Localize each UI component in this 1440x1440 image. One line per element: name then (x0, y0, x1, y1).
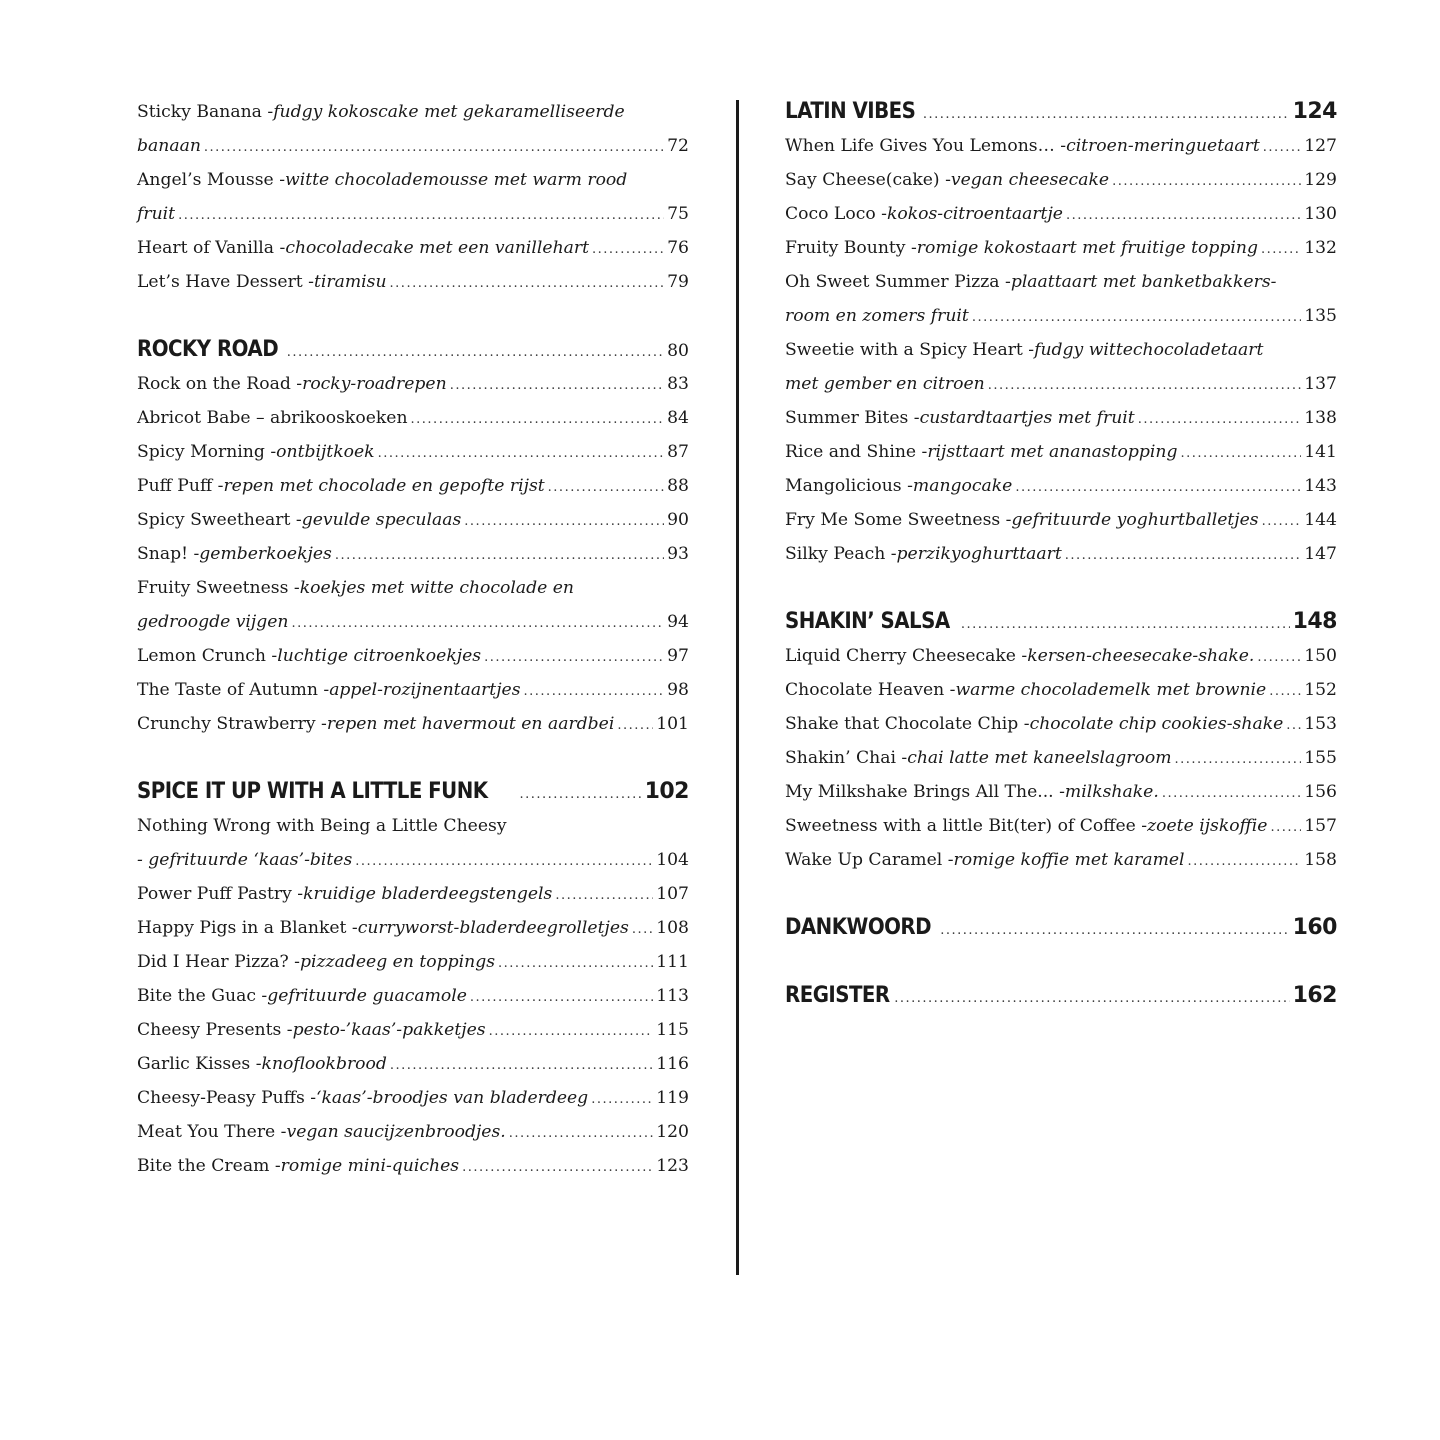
entry-desc: romige koffie met karamel (953, 850, 1185, 870)
entry-title: Happy Pigs in a Blanket - (137, 918, 358, 938)
leader-dots (292, 607, 665, 641)
entry-desc: koekjes met witte chocolade en (299, 578, 574, 598)
leader-dots (464, 505, 664, 539)
leader-dots (923, 98, 1290, 132)
toc-entry[interactable] (785, 537, 1337, 571)
entry-title: Heart of Vanilla - (137, 238, 286, 258)
rocky-road-entries (137, 367, 689, 741)
entry-title: Angel’s Mousse - (137, 170, 285, 190)
leader-dots (1180, 437, 1301, 471)
entry-desc: romige kokostaart met fruitige topping (916, 238, 1258, 258)
entry-title: Garlic Kisses - (137, 1054, 262, 1074)
page-number: 162 (1292, 983, 1337, 1008)
toc-entry[interactable] (137, 537, 689, 571)
toc-entry-cont[interactable] (137, 129, 689, 163)
page-number: 138 (1304, 408, 1337, 428)
entry-title: Chocolate Heaven - (785, 680, 956, 700)
column-divider (736, 100, 739, 1275)
entry-desc: custardtaartjes met fruit (919, 408, 1135, 428)
leader-dots (470, 981, 653, 1015)
leader-dots (450, 369, 664, 403)
leader-dots (378, 437, 665, 471)
entry-title: Let’s Have Dessert - (137, 272, 314, 292)
entry-title: Silky Peach - (785, 544, 897, 564)
entry-title: The Taste of Autumn - (137, 680, 330, 700)
entry-title: Snap! - (137, 544, 200, 564)
leader-dots (1188, 845, 1302, 879)
toc-entry[interactable] (785, 231, 1337, 265)
leader-dots (1162, 777, 1301, 811)
entry-title: Rock on the Road - (137, 374, 303, 394)
toc-right-column (785, 95, 1337, 1013)
page-number: 88 (667, 476, 689, 496)
page-number: 87 (667, 442, 689, 462)
page-number: 156 (1304, 782, 1337, 802)
entry-desc: rocky-roadrepen (302, 374, 447, 394)
leader-dots (940, 914, 1289, 948)
shakin-salsa-entries (785, 639, 1337, 877)
page-number: 152 (1304, 680, 1337, 700)
toc-entry[interactable] (785, 265, 1337, 299)
entry-title: Nothing Wrong with Being a Little Cheesy (137, 816, 507, 836)
toc-entry[interactable] (137, 911, 689, 945)
page-number: 148 (1292, 609, 1337, 634)
section-title: LATIN VIBES (785, 99, 916, 124)
page-number: 101 (656, 714, 689, 734)
toc-entry[interactable] (137, 1149, 689, 1183)
toc-entry[interactable] (785, 401, 1337, 435)
leader-dots (178, 199, 664, 233)
entry-desc: citroen-meringuetaart (1066, 136, 1260, 156)
entry-desc: romige mini-quiches (280, 1156, 460, 1176)
toc-entry[interactable] (137, 265, 689, 299)
leader-dots (591, 1083, 653, 1117)
leader-dots (1112, 165, 1301, 199)
entry-title: Sweetness with a little Bit(ter) of Coffee - (785, 816, 1148, 836)
entry-title: Meat You There - (137, 1122, 287, 1142)
page-number: 155 (1304, 748, 1337, 768)
entry-desc: chai latte met kaneelslagroom (907, 748, 1172, 768)
section-title: ROCKY ROAD (137, 337, 279, 362)
entry-desc: rijsttaart met ananastopping (927, 442, 1178, 462)
leader-dots (1261, 233, 1301, 267)
leader-dots (411, 403, 665, 437)
page-number: 119 (656, 1088, 689, 1108)
page-number: 84 (667, 408, 689, 428)
leader-dots (1015, 471, 1301, 505)
leader-dots (1257, 641, 1301, 675)
entry-desc: tiramisu (313, 272, 387, 292)
leader-dots (894, 982, 1289, 1016)
page-number: 130 (1304, 204, 1337, 224)
toc-entry[interactable] (137, 673, 689, 707)
latin-vibes-entries (785, 129, 1337, 571)
toc-entry[interactable] (137, 1013, 689, 1047)
toc-entry[interactable] (785, 809, 1337, 843)
toc-entry[interactable] (785, 469, 1337, 503)
entry-title: Spicy Sweetheart - (137, 510, 302, 530)
entry-desc: luchtige citroenkoekjes (277, 646, 482, 666)
leader-dots (1270, 811, 1301, 845)
page-number: 83 (667, 374, 689, 394)
entry-desc: gevulde speculaas (301, 510, 462, 530)
toc-entry[interactable] (137, 503, 689, 537)
toc-entry[interactable] (785, 129, 1337, 163)
entry-desc: pizzadeeg en toppings (300, 952, 496, 972)
entry-title: Puff Puff - (137, 476, 224, 496)
toc-entry-cont[interactable] (137, 843, 689, 877)
entry-title: Shakin’ Chai - (785, 748, 908, 768)
page-number: 76 (667, 238, 689, 258)
toc-entry-cont[interactable] (785, 299, 1337, 333)
section-title: SHAKIN’ SALSA (785, 609, 950, 634)
toc-entry[interactable] (785, 673, 1337, 707)
section-title: REGISTER (785, 983, 890, 1008)
leader-dots (390, 1049, 653, 1083)
page-number: 97 (667, 646, 689, 666)
leader-dots (1263, 131, 1301, 165)
page-number: 104 (656, 850, 689, 870)
toc-entry[interactable] (137, 1047, 689, 1081)
entry-title: Wake Up Caramel - (785, 850, 954, 870)
entry-title: My Milkshake Brings All The... - (785, 782, 1065, 802)
entry-desc: repen met havermout en aardbei (326, 714, 615, 734)
leader-dots (1286, 709, 1301, 743)
entry-title: Summer Bites - (785, 408, 920, 428)
leader-dots (555, 879, 653, 913)
toc-entry[interactable] (785, 503, 1337, 537)
entry-desc: ‘kaas’-broodjes van bladerdeeg (316, 1088, 589, 1108)
entry-title: Bite the Guac - (137, 986, 268, 1006)
toc-entry[interactable] (137, 231, 689, 265)
entry-desc: gefrituurde yoghurtballetjes (1011, 510, 1259, 530)
entry-title: Sticky Banana - (137, 102, 274, 122)
entry-title: Liquid Cherry Cheesecake - (785, 646, 1028, 666)
leader-dots (498, 947, 653, 981)
page-number: 137 (1304, 374, 1337, 394)
toc-entry[interactable] (137, 95, 689, 129)
toc-entry[interactable] (785, 163, 1337, 197)
entry-desc: met gember en citroen (785, 374, 985, 394)
entry-desc: ontbijtkoek (276, 442, 375, 462)
entry-desc: curryworst-bladerdeegrolletjes (357, 918, 629, 938)
entry-desc: warme chocolademelk met brownie (955, 680, 1267, 700)
toc-entry[interactable] (137, 401, 689, 435)
toc-entry[interactable] (785, 435, 1337, 469)
leader-dots (484, 641, 664, 675)
page-number: 127 (1304, 136, 1337, 156)
entry-title: When Life Gives You Lemons… - (785, 136, 1067, 156)
section-heading-latin-vibes[interactable] (785, 95, 1337, 129)
toc-entry-cont[interactable] (137, 197, 689, 231)
page-number: 116 (656, 1054, 689, 1074)
entry-desc: appel-rozijnentaartjes (329, 680, 521, 700)
page-number: 157 (1304, 816, 1337, 836)
entry-desc: witte chocolademousse met warm rood (285, 170, 628, 190)
toc-entry[interactable] (137, 639, 689, 673)
entry-title: Fruity Sweetness - (137, 578, 300, 598)
entry-desc: vegan saucijzenbroodjes. (286, 1122, 506, 1142)
toc-entry-cont[interactable] (785, 367, 1337, 401)
leader-dots (632, 913, 653, 947)
leader-dots (1065, 539, 1301, 573)
entry-title: Power Puff Pastry - (137, 884, 304, 904)
entry-title: Bite the Cream - (137, 1156, 281, 1176)
page-number: 158 (1304, 850, 1337, 870)
toc-entry[interactable] (137, 163, 689, 197)
entry-desc: fudgy wittechocoladetaart (1034, 340, 1264, 360)
page-number: 120 (656, 1122, 689, 1142)
toc-entry[interactable] (137, 571, 689, 605)
page-number: 90 (667, 510, 689, 530)
entry-title: Spicy Morning - (137, 442, 277, 462)
page-number: 150 (1304, 646, 1337, 666)
entry-desc: vegan cheesecake (950, 170, 1110, 190)
page-number: 129 (1304, 170, 1337, 190)
entry-title: Oh Sweet Summer Pizza - (785, 272, 1011, 292)
entry-desc: chocolate chip cookies-shake (1029, 714, 1284, 734)
page-number: 135 (1304, 306, 1337, 326)
leader-dots (548, 471, 664, 505)
section-heading-register[interactable] (785, 979, 1337, 1013)
leader-dots (972, 301, 1301, 335)
entry-title: Coco Loco - (785, 204, 887, 224)
leader-dots (961, 608, 1290, 642)
entry-desc: perzikyoghurttaart (896, 544, 1062, 564)
page-number: 153 (1304, 714, 1337, 734)
toc-entry[interactable] (137, 1081, 689, 1115)
entry-desc: mangocake (912, 476, 1013, 496)
section-heading-rocky-road[interactable] (137, 333, 689, 367)
leader-dots (1138, 403, 1302, 437)
leader-dots (1269, 675, 1301, 709)
page-number: 113 (656, 986, 689, 1006)
section-title: SPICE IT UP WITH A LITTLE FUNK (137, 779, 488, 804)
toc-entry[interactable] (137, 979, 689, 1013)
entry-title: Lemon Crunch - (137, 646, 278, 666)
entry-desc: kruidige bladerdeegstengels (303, 884, 553, 904)
leader-dots (204, 131, 664, 165)
toc-entry[interactable] (785, 843, 1337, 877)
leader-dots (524, 675, 665, 709)
page-number: 108 (656, 918, 689, 938)
entry-title: Mangolicious - (785, 476, 913, 496)
toc-entry[interactable] (137, 809, 689, 843)
page-number: 107 (656, 884, 689, 904)
leader-dots (390, 267, 665, 301)
entry-desc: fruit (137, 204, 176, 224)
entry-title: Cheesy Presents - (137, 1020, 293, 1040)
page-number: 143 (1304, 476, 1337, 496)
leader-dots (287, 336, 664, 370)
page-number: 102 (644, 779, 689, 804)
toc-entry[interactable] (785, 197, 1337, 231)
page-number: 111 (656, 952, 689, 972)
page-number: 98 (667, 680, 689, 700)
page-number: 124 (1292, 99, 1337, 124)
leader-dots (988, 369, 1301, 403)
toc-entry[interactable] (785, 741, 1337, 775)
entry-title: Crunchy Strawberry - (137, 714, 327, 734)
entry-desc: chocoladecake met een vanillehart (285, 238, 590, 258)
entry-desc: gemberkoekjes (199, 544, 332, 564)
toc-entry[interactable] (137, 1115, 689, 1149)
toc-entry[interactable] (785, 775, 1337, 809)
leader-dots (617, 709, 653, 743)
entry-desc: pesto-’kaas’-pakketjes (292, 1020, 486, 1040)
section-heading-dankwoord[interactable] (785, 911, 1337, 945)
entry-desc: kokos-citroentaartje (886, 204, 1063, 224)
page-number: 93 (667, 544, 689, 564)
entry-title: Shake that Chocolate Chip - (785, 714, 1030, 734)
entry-title: Sweetie with a Spicy Heart - (785, 340, 1035, 360)
toc-entry[interactable] (137, 469, 689, 503)
page-number: 115 (656, 1020, 689, 1040)
entry-title: Say Cheese(cake) - (785, 170, 951, 190)
page-number: 94 (667, 612, 689, 632)
entry-desc: fudgy kokoscake met gekaramelliseerde (273, 102, 625, 122)
page-number: 75 (667, 204, 689, 224)
toc-entry[interactable] (785, 707, 1337, 741)
leader-dots (1066, 199, 1301, 233)
page-number: 132 (1304, 238, 1337, 258)
toc-entry[interactable] (785, 639, 1337, 673)
toc-entry-cont[interactable] (137, 605, 689, 639)
entry-title: Cheesy-Peasy Puffs - (137, 1088, 317, 1108)
leader-dots (1175, 743, 1302, 777)
entry-desc: - gefrituurde ‘kaas’-bites (137, 850, 353, 870)
entry-desc: plaattaart met banketbakkers- (1010, 272, 1277, 292)
leader-dots (592, 233, 664, 267)
leader-dots (355, 845, 653, 879)
leader-dots (335, 539, 664, 573)
entry-title: Fry Me Some Sweetness - (785, 510, 1012, 530)
entry-desc: milkshake. (1064, 782, 1159, 802)
leader-dots (1262, 505, 1302, 539)
leader-dots (519, 778, 641, 812)
toc-entry[interactable] (785, 333, 1337, 367)
spice-entries (137, 809, 689, 1183)
entry-desc: repen met chocolade en gepofte rijst (223, 476, 545, 496)
leader-dots (509, 1117, 653, 1151)
entry-title: Fruity Bounty - (785, 238, 917, 258)
toc-entry[interactable] (137, 945, 689, 979)
entry-title: Rice and Shine - (785, 442, 928, 462)
entry-desc: banaan (137, 136, 201, 156)
leader-dots (489, 1015, 654, 1049)
toc-entry[interactable] (137, 367, 689, 401)
page-number: 160 (1292, 915, 1337, 940)
page-number: 141 (1304, 442, 1337, 462)
leader-dots (462, 1151, 653, 1185)
page-number: 79 (667, 272, 689, 292)
section-heading-shakin-salsa[interactable] (785, 605, 1337, 639)
toc-entry[interactable] (137, 707, 689, 741)
entry-title: Did I Hear Pizza? - (137, 952, 300, 972)
entry-desc: kersen-cheesecake-shake. (1027, 646, 1255, 666)
entry-desc: gefrituurde guacamole (267, 986, 467, 1006)
entry-desc: gedroogde vijgen (137, 612, 289, 632)
section-heading-spice[interactable] (137, 775, 689, 809)
page-number: 147 (1304, 544, 1337, 564)
page-number: 80 (667, 341, 689, 361)
entry-title: Abricot Babe – abrikooskoeken (137, 408, 408, 428)
page-number: 123 (656, 1156, 689, 1176)
toc-entry[interactable] (137, 877, 689, 911)
page-number: 144 (1304, 510, 1337, 530)
toc-entry[interactable] (137, 435, 689, 469)
page-number: 72 (667, 136, 689, 156)
section-title: DANKWOORD (785, 915, 932, 940)
entry-desc: knoflookbrood (261, 1054, 387, 1074)
entry-desc: room en zomers fruit (785, 306, 969, 326)
entry-desc: zoete ijskoffie (1147, 816, 1268, 836)
toc-left-column (137, 95, 689, 1183)
